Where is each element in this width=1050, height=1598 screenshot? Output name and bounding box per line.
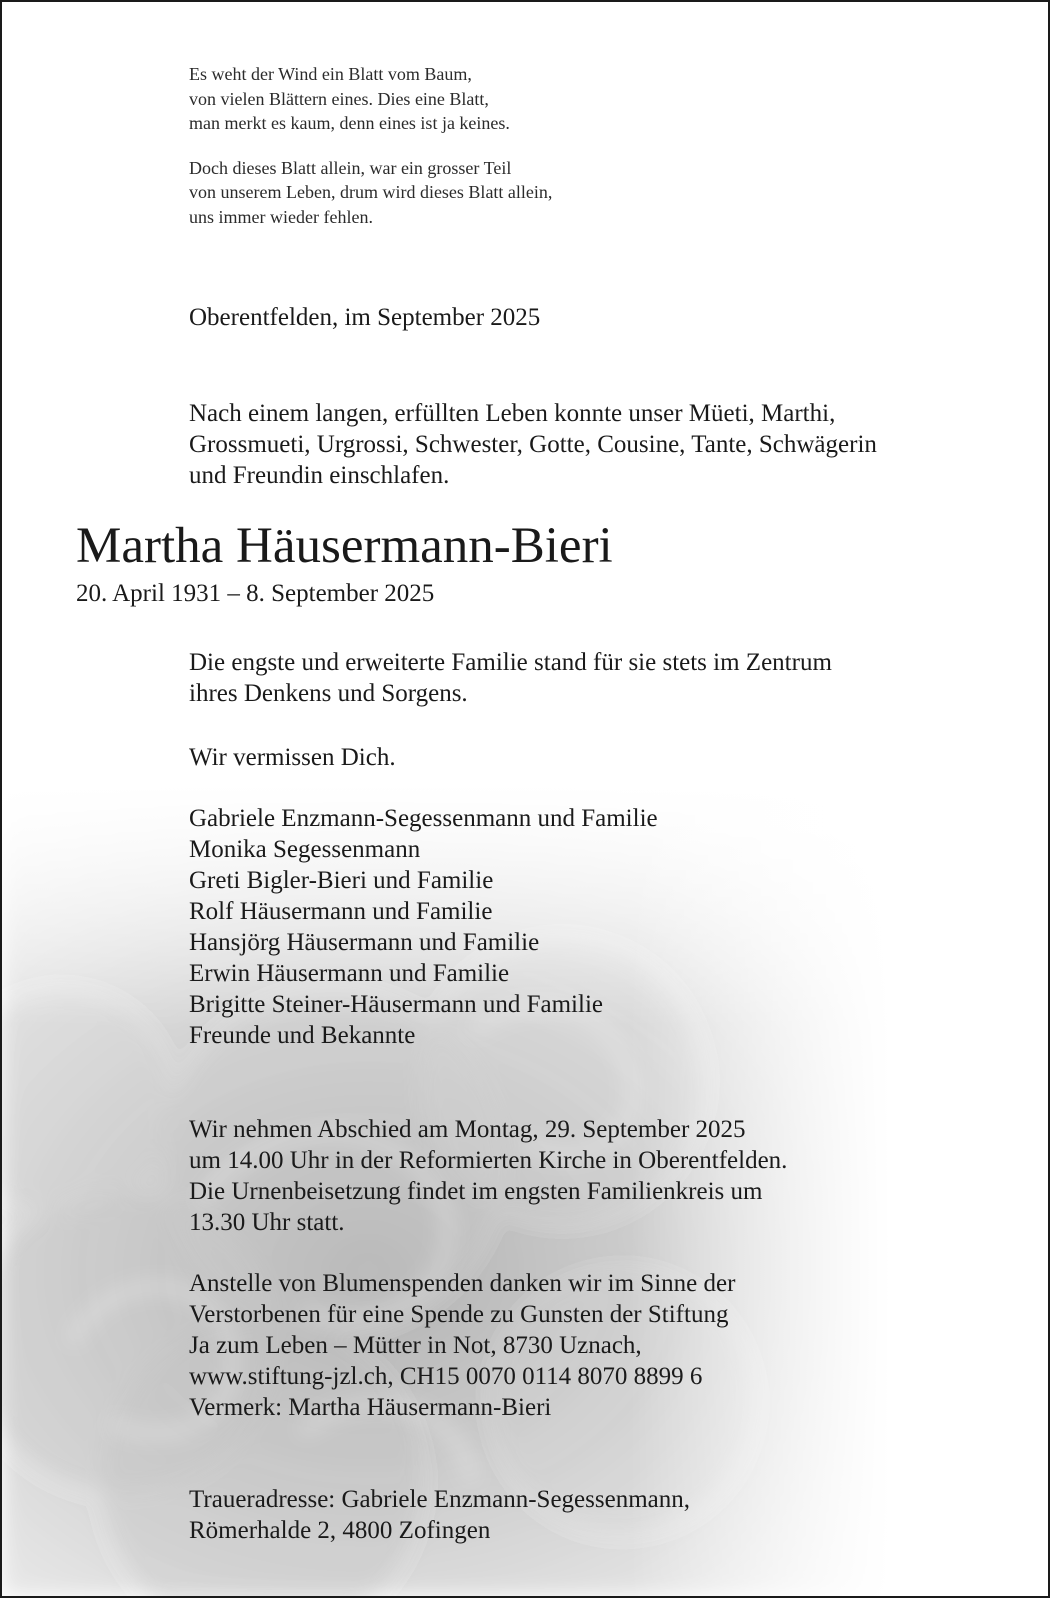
mourner-item: Brigitte Steiner-Häusermann und Familie (189, 991, 603, 1018)
mourning-address (189, 1484, 690, 1546)
donation-line: Ja zum Leben – Mütter in Not, 8730 Uznach, (189, 1332, 642, 1359)
mourner-item: Rolf Häusermann und Familie (189, 898, 493, 925)
family-note (189, 647, 832, 709)
farewell-line: 13.30 Uhr statt. (189, 1209, 345, 1236)
miss-you-line: Wir vermissen Dich. (189, 744, 396, 771)
mourner-item: Freunde und Bekannte (189, 1022, 416, 1049)
donation-line: Vermerk: Martha Häusermann-Bieri (189, 1394, 552, 1421)
farewell-info (189, 1114, 787, 1238)
address-line: Römerhalde 2, 4800 Zofingen (189, 1517, 491, 1544)
intro-text (189, 398, 877, 491)
poem-stanza-2 (189, 156, 552, 230)
poem-stanza-1 (189, 62, 552, 136)
farewell-line: Die Urnenbeisetzung findet im engsten Familienkreis um (189, 1178, 763, 1205)
life-dates: 20. April 1931 – 8. September 2025 (76, 580, 435, 607)
intro-line: Nach einem langen, erfüllten Leben konnte unser Müeti, Marthi, (189, 400, 836, 427)
mourner-item: Gabriele Enzmann-Segessenmann und Familie (189, 805, 658, 832)
mourner-item: Erwin Häusermann und Familie (189, 960, 510, 987)
mourner-item: Monika Segessenmann (189, 836, 421, 863)
poem (189, 62, 552, 229)
place-date-text: Oberentfelden, im September 2025 (189, 304, 541, 331)
donation-line: Verstorbenen für eine Spende zu Gunsten der Stiftung (189, 1301, 729, 1328)
donation-website-line: www.stiftung-jzl.ch, CH15 0070 0114 8070 8899 6 (189, 1363, 703, 1390)
mourners-list (189, 803, 658, 1051)
poem-line: uns immer wieder fehlen. (189, 206, 373, 227)
poem-line: von unserem Leben, drum wird dieses Blatt allein, (189, 182, 553, 202)
deceased-name: Martha Häusermann-Bieri (76, 518, 613, 574)
miss-you-text (189, 742, 396, 773)
place-date (189, 304, 540, 332)
farewell-line: Wir nehmen Abschied am Montag, 29. September 2025 (189, 1116, 746, 1143)
poem-line: von vielen Blättern eines. Dies eine Blatt, (189, 88, 489, 109)
poem-line: Doch dieses Blatt allein, war ein grosser Teil (189, 157, 512, 178)
poem-line: man merkt es kaum, denn eines ist ja keines. (189, 113, 510, 133)
mourner-item: Hansjörg Häusermann und Familie (189, 929, 540, 956)
intro-line: und Freundin einschlafen. (189, 462, 450, 489)
donation-info (189, 1268, 735, 1423)
farewell-line: um 14.00 Uhr in der Reformierten Kirche in Oberentfelden. (189, 1147, 788, 1174)
family-note-line: ihres Denkens und Sorgens. (189, 680, 468, 707)
intro-line: Grossmueti, Urgrossi, Schwester, Gotte, Cousine, Tante, Schwägerin (189, 431, 877, 458)
poem-line: Es weht der Wind ein Blatt vom Baum, (189, 64, 472, 84)
family-note-line: Die engste und erweiterte Familie stand für sie stets im Zentrum (189, 649, 832, 676)
address-line: Traueradresse: Gabriele Enzmann-Segessenmann, (189, 1486, 690, 1513)
mourner-item: Greti Bigler-Bieri und Familie (189, 867, 494, 894)
donation-line: Anstelle von Blumenspenden danken wir im Sinne der (189, 1270, 736, 1297)
